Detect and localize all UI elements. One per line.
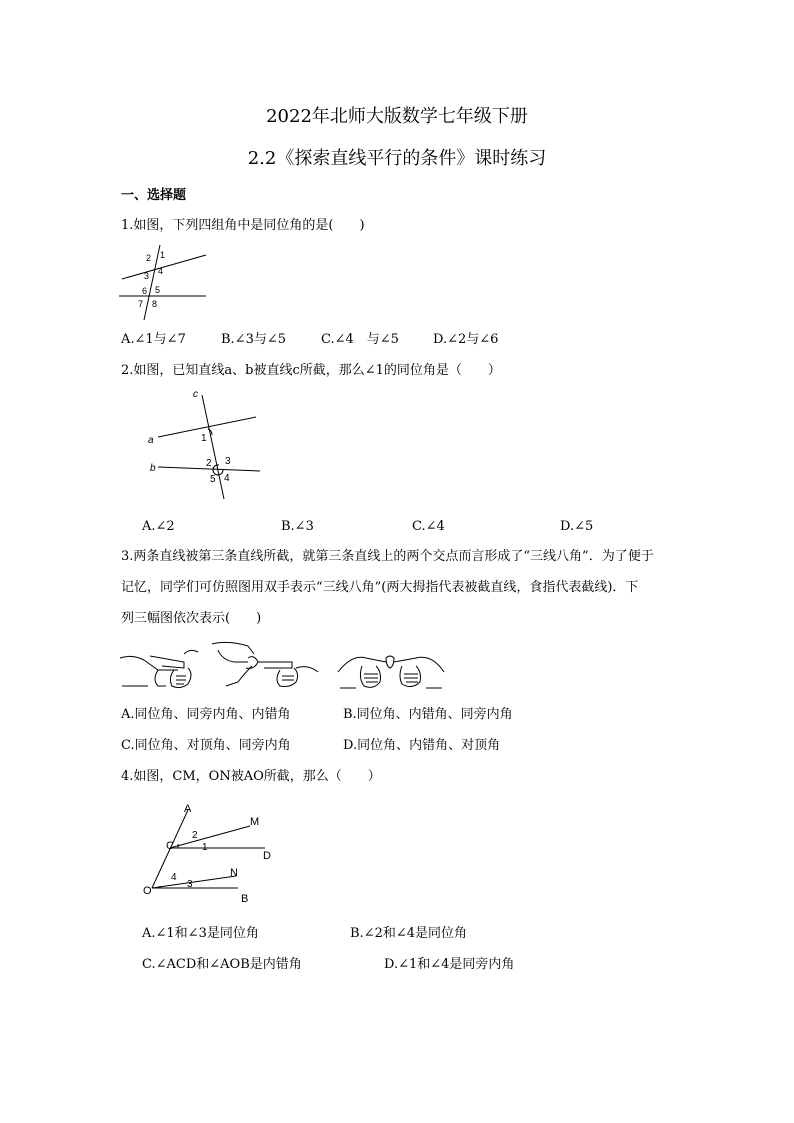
- q1-option-b: B.∠3与∠5: [221, 332, 287, 347]
- q1-stem: 1.如图，下列四组角中是同位角的是( ): [121, 218, 365, 233]
- doc-title: 2022年北师大版数学七年级下册: [266, 106, 528, 127]
- q2-label-4: 4: [224, 473, 230, 484]
- q4-label-c: C: [166, 840, 174, 852]
- q1-label-7: 7: [138, 299, 144, 309]
- q4-stem: 4.如图，CM，ON被AO所截，那么（ ）: [121, 769, 381, 784]
- q3-hands-figure-3: [336, 642, 446, 690]
- q4-label-d: D: [263, 850, 271, 862]
- q1-label-4: 4: [158, 266, 164, 276]
- q2-option-c: C.∠4: [412, 519, 445, 534]
- q1-label-3: 3: [144, 271, 150, 281]
- q4-line-cm: [170, 826, 250, 848]
- q2-label-c: c: [193, 389, 198, 400]
- q4-label-4: 4: [171, 872, 177, 883]
- section-heading: 一、选择题: [121, 188, 187, 203]
- q4-line-on: [152, 876, 236, 888]
- q4-label-m: M: [250, 816, 260, 828]
- q3-stem-line1: 3.两条直线被第三条直线所截，就第三条直线上的两个交点而言形成了“三线八角”．为了便于: [121, 549, 654, 564]
- q3-option-d: D.同位角、内错角、对顶角: [343, 738, 501, 753]
- doc-subtitle: 2.2《探索直线平行的条件》课时练习: [247, 148, 547, 169]
- q4-label-a: A: [184, 803, 192, 815]
- q2-label-b: b: [150, 463, 156, 474]
- q2-option-d: D.∠5: [560, 519, 594, 534]
- q1-label-2: 2: [146, 253, 152, 263]
- q4-label-n: N: [230, 867, 238, 879]
- q4-label-o: O: [143, 885, 152, 897]
- q3-option-a: A.同位角、同旁内角、内错角: [121, 707, 291, 722]
- q3-option-c: C.同位角、对顶角、同旁内角: [121, 738, 291, 753]
- q4-label-b: B: [241, 893, 249, 905]
- q1-label-6: 6: [142, 286, 148, 296]
- q2-option-b: B.∠3: [281, 519, 314, 534]
- q2-label-3: 3: [225, 456, 231, 467]
- q4-label-2: 2: [192, 830, 198, 841]
- q3-option-b: B.同位角、内错角、同旁内角: [343, 707, 513, 722]
- q4-figure: [140, 800, 290, 910]
- q2-option-a: A.∠2: [142, 519, 175, 534]
- q4-option-b: B.∠2和∠4是同位角: [350, 926, 468, 941]
- q4-option-a: A.∠1和∠3是同位角: [142, 926, 259, 941]
- q3-hands-figure-1: [118, 640, 200, 690]
- q4-label-1: 1: [202, 842, 208, 853]
- q1-figure: [116, 243, 212, 321]
- q2-label-2: 2: [206, 458, 212, 469]
- q1-label-8: 8: [152, 299, 158, 309]
- q3-hands-figure-2: [208, 638, 320, 690]
- q2-figure: [140, 385, 265, 503]
- q2-stem: 2.如图，已知直线a、b被直线c所截，那么∠1的同位角是（ ）: [121, 363, 501, 378]
- q2-label-a: a: [148, 435, 154, 446]
- q1-label-5: 5: [155, 285, 161, 295]
- q4-option-d: D.∠1和∠4是同旁内角: [384, 957, 515, 972]
- q2-label-5: 5: [210, 474, 216, 485]
- q1-option-d: D.∠2与∠6: [433, 332, 499, 347]
- q2-label-1: 1: [201, 433, 207, 444]
- q4-label-3: 3: [187, 879, 193, 890]
- q1-option-c: C.∠4 与∠5: [321, 332, 399, 347]
- q4-option-c: C.∠ACD和∠AOB是内错角: [142, 957, 302, 972]
- q1-label-1: 1: [160, 250, 166, 260]
- q3-stem-line3: 列三幅图依次表示( ): [121, 611, 262, 626]
- q1-option-a: A.∠1与∠7: [121, 332, 186, 347]
- q3-stem-line2: 记忆，同学们可仿照图用双手表示“三线八角”(两大拇指代表被截直线，食指代表截线)．下: [121, 580, 639, 595]
